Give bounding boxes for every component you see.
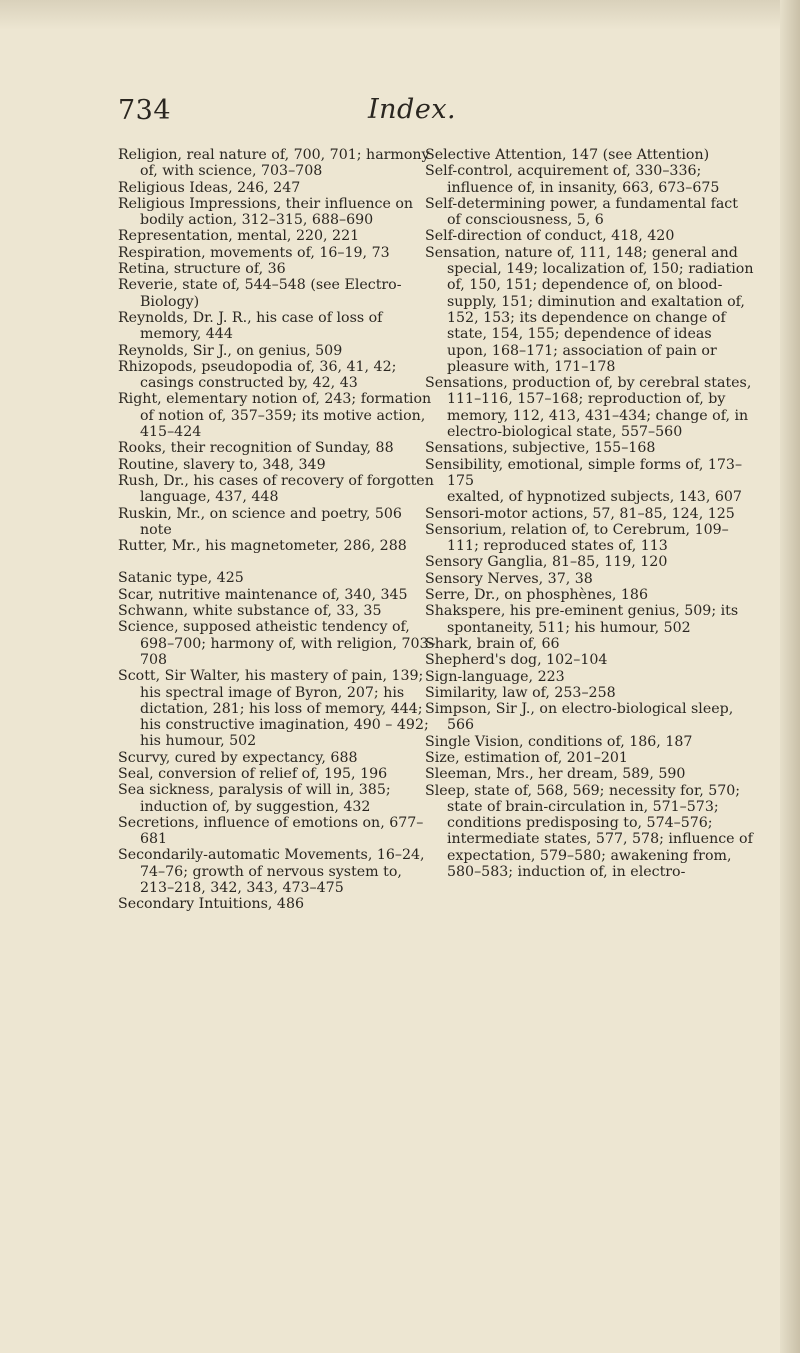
index-entry: Reynolds, Sir J., on genius, 509 [118,342,343,359]
index-entry: Science, supposed atheistic tendency of, 698–700; harmony of, with religion, 703–708 [118,619,436,668]
index-entry: Selective Attention, 147 (see Attention) [425,147,710,163]
index-entry: Satanic type, 425 [118,570,244,587]
index-entry: Scurvy, cured by expectancy, 688 [118,749,358,766]
index-entry: Rush, Dr., his cases of recovery of forgotten language, 437, 448 [118,472,434,506]
index-entry: Ruskin, Mr., on science and poetry, 506 note [118,505,402,538]
index-entry: Self-control, acquirement of, 330–336; influence of, in insanity, 663, 673–675 [425,163,720,196]
index-entry: Sleeman, Mrs., her dream, 589, 590 [425,766,686,783]
index-entry: Right, elementary notion of, 243; formation of notion of, 357–359; its motive action, 415–424 [118,391,432,441]
index-entry: Seal, conversion of relief of, 195, 196 [118,765,388,782]
index-subentry: exalted, of hypnotized subjects, 143, 607 [447,489,742,506]
index-entry: Reynolds, Dr. J. R., his case of loss of memory, 444 [118,309,383,343]
page-top-shadow [0,0,800,30]
index-entry: Self-determining power, a fundamental fact of consciousness, 5, 6 [425,195,738,229]
index-entry: Shepherd's dog, 102–104 [425,652,608,669]
index-entry: Sign-language, 223 [425,668,565,685]
index-entry: Rhizopods, pseudopodia of, 36, 41, 42; casings constructed by, 42, 43 [118,358,397,392]
index-entry: Sea sickness, paralysis of will in, 385; induction of, by suggestion, 432 [118,782,391,815]
index-entry: Representation, mental, 220, 221 [118,228,360,245]
index-entry: Sensorium, relation of, to Cerebrum, 109–111; reproduced states of, 113 [425,521,729,555]
index-entry: Shakspere, his pre-eminent genius, 509; its spontaneity, 511; his humour, 502 [425,603,739,636]
index-entry: Scar, nutritive maintenance of, 340, 345 [118,586,408,603]
index-entry: Secondarily-automatic Movements, 16–24, 74–76; growth of nervous system to, 213–218, 342, 343, 473–475 [118,847,425,897]
index-entry: Rooks, their recognition of Sunday, 88 [118,440,394,457]
index-entry: Scott, Sir Walter, his mastery of pain, 139; his spectral image of Byron, 207; his dictation, 281; his loss of memory, 444; his constructive imagination, 490 – 492; his humour, 502 [118,668,429,750]
page-number: 734 [118,95,172,126]
index-entry: Self-direction of conduct, 418, 420 [425,228,675,245]
running-head: Index. [368,94,457,125]
index-entry: Sensori-motor actions, 57, 81–85, 124, 125 [425,505,735,522]
index-entry: Secondary Intuitions, 486 [118,896,305,913]
index-column-right [425,147,755,880]
index-entry: Serre, Dr., on phosphènes, 186 [425,587,648,604]
index-column-left [118,147,438,913]
index-entry: Sensibility, emotional, simple forms of, 173–175 [425,456,743,489]
index-entry: Reverie, state of, 544–548 (see Electro-Biology) [118,277,402,310]
index-entry: Religious Ideas, 246, 247 [118,179,301,196]
index-entry: Sleep, state of, 568, 569; necessity for, 570; state of brain-circulation in, 571–573; conditions predisposing to, 574–576; intermediate states, 577, 578; influence of expectation, 579–580; awakening from, 580–583; induction of, in electro- [425,782,753,881]
index-entry: Schwann, white substance of, 33, 35 [118,603,382,620]
index-entry: Shark, brain of, 66 [425,635,560,652]
index-entry: Similarity, law of, 253–258 [425,684,616,701]
page-edge-shadow [780,0,800,1353]
index-entry: Secretions, influence of emotions on, 677–681 [118,814,424,848]
index-entry: Respiration, movements of, 16–19, 73 [118,244,390,261]
index-entry: Sensation, nature of, 111, 148; general and special, 149; localization of, 150; radiation of, 150, 151; dependence of, on blood-supply, 151; diminution and exaltation of, 152, 153; its dependence on change of state, 154, 155; dependence of ideas upon, 168–171; association of pain or pleasure with, 171–178 [425,244,754,375]
index-entry: Retina, structure of, 36 [118,261,286,278]
index-entry: Simpson, Sir J., on electro-biological sleep, 566 [425,701,734,734]
index-entry: Religion, real nature of, 700, 701; harmony of, with science, 703–708 [118,147,430,180]
index-entry: Rutter, Mr., his magnetometer, 286, 288 [118,538,407,555]
index-entry: Sensory Ganglia, 81–85, 119, 120 [425,554,668,571]
index-entry: Religious Impressions, their influence on bodily action, 312–315, 688–690 [118,195,414,229]
index-entry: Sensations, subjective, 155–168 [425,440,656,457]
index-entry: Single Vision, conditions of, 186, 187 [425,733,693,750]
index-entry: Sensations, production of, by cerebral states, 111–116, 157–168; reproduction of, by memory, 112, 413, 431–434; change of, in electro-biological state, 557–560 [425,375,752,441]
section-gap [118,554,438,570]
index-entry: Routine, slavery to, 348, 349 [118,456,326,473]
index-entry: Sensory Nerves, 37, 38 [425,570,593,587]
index-entry: Size, estimation of, 201–201 [425,749,628,766]
